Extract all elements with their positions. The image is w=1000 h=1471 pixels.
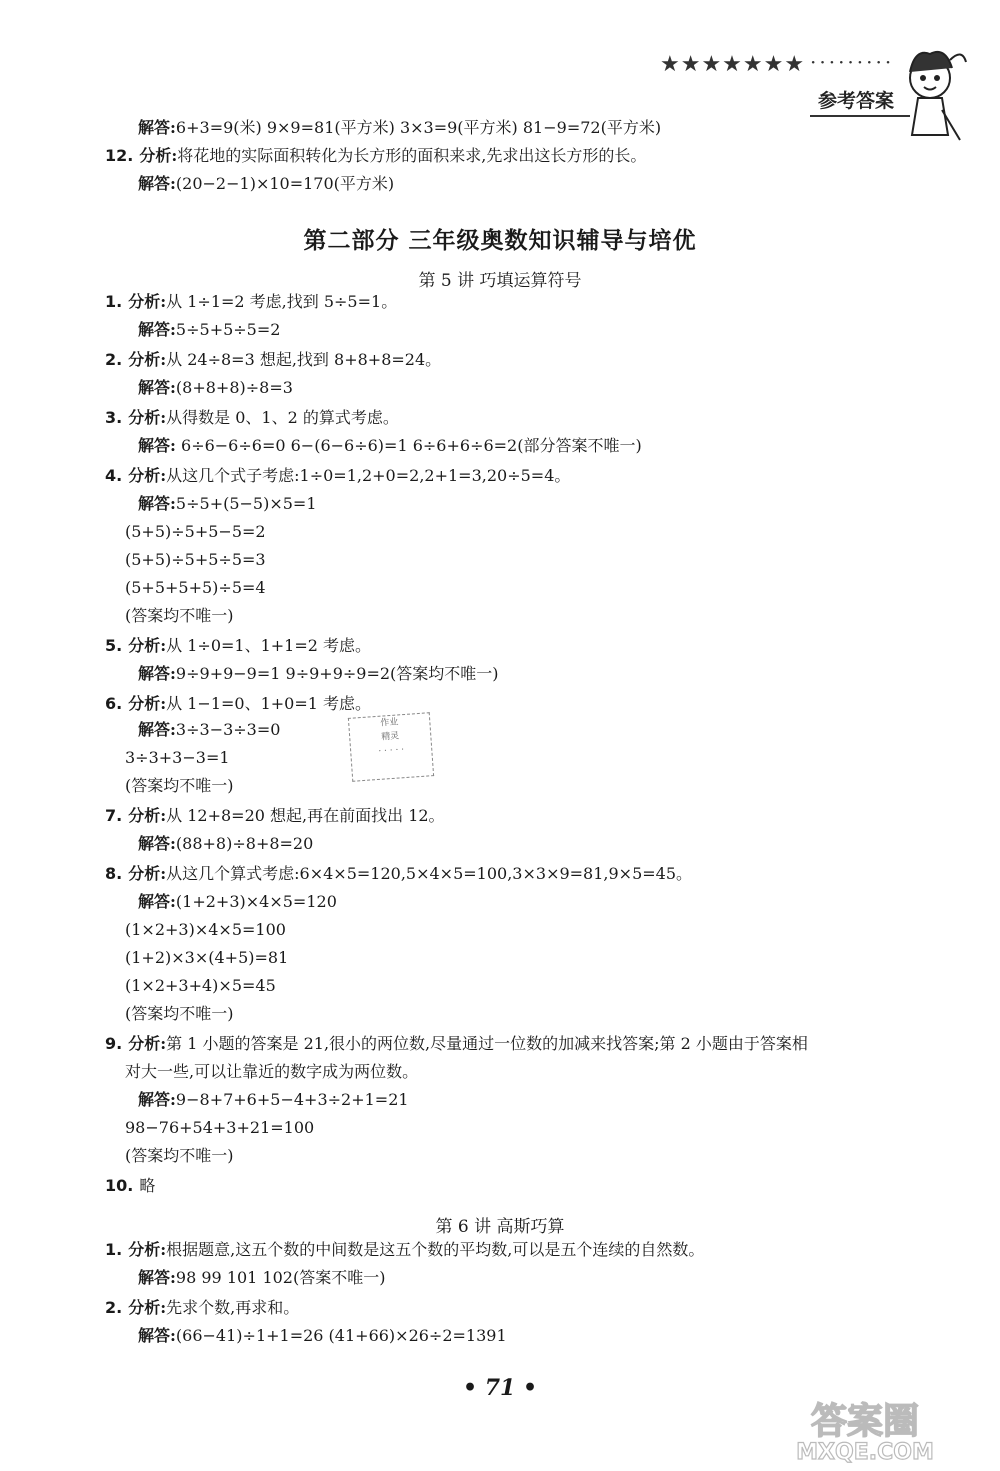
answer-line: (5+5+5+5)÷5=4	[125, 578, 266, 597]
keyword-label: 分析:	[128, 408, 167, 427]
header-title: 参考答案	[818, 90, 895, 112]
watermark-domain: MXQE.COM	[796, 1440, 934, 1465]
item-number: 2.	[105, 350, 123, 369]
analysis-text: 分析:从得数是 0、1、2 的算式考虑。	[128, 408, 399, 427]
analysis-text: 分析:将花地的实际面积转化为长方形的面积来求,先求出这长方形的长。	[139, 146, 647, 165]
keyword-label: 分析:	[128, 1240, 167, 1259]
answer-line: 解答:5÷5+(5−5)×5=1	[138, 494, 317, 513]
item-number: 7.	[105, 806, 123, 825]
item-number: 12.	[105, 146, 134, 165]
keyword-label: 分析:	[128, 636, 167, 655]
item-number: 3.	[105, 408, 123, 427]
answer-line: 解答:(1+2+3)×4×5=120	[138, 892, 337, 911]
keyword-label: 解答:	[138, 834, 176, 853]
item-number: 5.	[105, 636, 123, 655]
keyword-label: 分析:	[128, 1034, 167, 1053]
answer-line: (1×2+3)×4×5=100	[125, 920, 286, 939]
item-analysis	[105, 694, 371, 714]
stamp-mark: 作业 精灵 · · · · ·	[348, 712, 434, 782]
keyword-label: 解答:	[138, 1090, 176, 1109]
answer-line: 解答:98 99 101 102(答案不唯一)	[138, 1268, 386, 1287]
analysis-text: 分析:根据题意,这五个数的中间数是这五个数的平均数,可以是五个连续的自然数。	[128, 1240, 705, 1259]
item-number: 2.	[105, 1298, 123, 1317]
answer-line: 解答:9−8+7+6+5−4+3÷2+1=21	[138, 1090, 409, 1109]
answer-line: 解答:(66−41)÷1+1=26 (41+66)×26÷2=1391	[138, 1326, 507, 1345]
watermark-text: 答案圈	[810, 1401, 920, 1442]
answer-line: 98−76+54+3+21=100	[125, 1118, 315, 1137]
analysis-text: 略	[139, 1176, 156, 1195]
analysis-text: 分析:从 12+8=20 想起,再在前面找出 12。	[128, 806, 445, 825]
answer-note: (答案均不唯一)	[125, 776, 234, 795]
answer-line: 解答:6+3=9(米) 9×9=81(平方米) 3×3=9(平方米) 81−9=72(平方米)	[138, 118, 662, 137]
answer-note: (答案均不唯一)	[125, 606, 234, 625]
item-analysis	[105, 292, 397, 312]
item-number: 1.	[105, 1240, 123, 1259]
lesson-6-title: 第 6 讲 高斯巧算	[435, 1217, 565, 1237]
part-title: 第二部分 三年级奥数知识辅导与培优	[303, 227, 697, 254]
item-number: 1.	[105, 292, 123, 311]
keyword-label: 解答:	[138, 378, 176, 397]
answer-line: 解答:9÷9+9−9=1 9÷9+9÷9=2(答案均不唯一)	[138, 664, 499, 683]
answer-line: 解答: 6÷6−6÷6=0 6−(6−6÷6)=1 6÷6+6÷6=2(部分答案不唯一)	[138, 436, 642, 455]
keyword-label: 分析:	[139, 146, 178, 165]
item-analysis	[105, 466, 570, 486]
keyword-label: 分析:	[128, 292, 167, 311]
analysis-text: 分析:从 24÷8=3 想起,找到 8+8+8=24。	[128, 350, 442, 369]
answer-line: (1+2)×3×(4+5)=81	[125, 948, 289, 967]
header-stars: ★★★★★★★	[660, 52, 806, 77]
keyword-label: 解答:	[138, 320, 176, 339]
item-number: 10.	[105, 1176, 134, 1195]
item-number: 4.	[105, 466, 123, 485]
page-number: • 71 •	[462, 1375, 538, 1401]
item-analysis	[105, 350, 441, 370]
answer-line: (5+5)÷5+5−5=2	[125, 522, 266, 541]
answer-note: (答案均不唯一)	[125, 1004, 234, 1023]
item-analysis	[105, 636, 371, 656]
keyword-label: 分析:	[128, 350, 167, 369]
mascot-illustration	[890, 40, 970, 150]
keyword-label: 分析:	[128, 806, 167, 825]
keyword-label: 解答:	[138, 720, 176, 739]
keyword-label: 解答:	[138, 892, 176, 911]
keyword-label: 分析:	[128, 466, 167, 485]
page-header	[660, 40, 960, 150]
keyword-label: 解答:	[138, 1326, 176, 1345]
analysis-text: 分析:从这几个算式考虑:6×4×5=120,5×4×5=100,3×3×9=81,9×5=45。	[128, 864, 693, 883]
item-analysis	[105, 1240, 704, 1260]
analysis-text: 分析:从 1−1=0、1+0=1 考虑。	[128, 694, 372, 713]
answer-line: 解答:3÷3−3÷3=0	[138, 720, 281, 739]
header-dots: ·········	[810, 50, 895, 74]
keyword-label: 解答:	[138, 494, 176, 513]
keyword-label: 解答:	[138, 436, 176, 455]
item-analysis	[105, 864, 692, 884]
keyword-label: 解答:	[138, 664, 176, 683]
item-analysis	[105, 806, 445, 826]
answer-note: (答案均不唯一)	[125, 1146, 234, 1165]
keyword-label: 分析:	[128, 694, 167, 713]
item-number: 8.	[105, 864, 123, 883]
keyword-label: 解答:	[138, 174, 176, 193]
analysis-text: 分析:从 1÷1=2 考虑,找到 5÷5=1。	[128, 292, 398, 311]
keyword-label: 分析:	[128, 864, 167, 883]
answer-line: (5+5)÷5+5÷5=3	[125, 550, 266, 569]
answer-line: 3÷3+3−3=1	[125, 748, 230, 767]
item-analysis	[105, 1298, 299, 1318]
item-analysis	[105, 1176, 155, 1196]
keyword-label: 分析:	[128, 1298, 167, 1317]
analysis-continuation: 对大一些,可以让靠近的数字成为两位数。	[125, 1062, 419, 1081]
item-number: 9.	[105, 1034, 123, 1053]
answer-line: (1×2+3+4)×5=45	[125, 976, 276, 995]
keyword-label: 解答:	[138, 118, 176, 137]
item-analysis	[105, 408, 399, 428]
answer-line: 解答:(88+8)÷8+8=20	[138, 834, 314, 853]
answer-line: 解答:5÷5+5÷5=2	[138, 320, 281, 339]
answer-line: 解答:(20−2−1)×10=170(平方米)	[138, 174, 395, 193]
analysis-text: 分析:先求个数,再求和。	[128, 1298, 300, 1317]
analysis-text: 分析:第 1 小题的答案是 21,很小的两位数,尽量通过一位数的加减来找答案;第 2 小题由于答案相	[128, 1034, 808, 1053]
analysis-text: 分析:从这几个式子考虑:1÷0=1,2+0=2,2+1=3,20÷5=4。	[128, 466, 571, 485]
item-12-analysis	[105, 146, 646, 166]
item-analysis	[105, 1034, 808, 1054]
lesson-5-title: 第 5 讲 巧填运算符号	[418, 271, 582, 291]
item-number: 6.	[105, 694, 123, 713]
watermark-logo	[760, 1395, 970, 1465]
answer-line: 解答:(8+8+8)÷8=3	[138, 378, 293, 397]
keyword-label: 解答:	[138, 1268, 176, 1287]
analysis-text: 分析:从 1÷0=1、1+1=2 考虑。	[128, 636, 372, 655]
